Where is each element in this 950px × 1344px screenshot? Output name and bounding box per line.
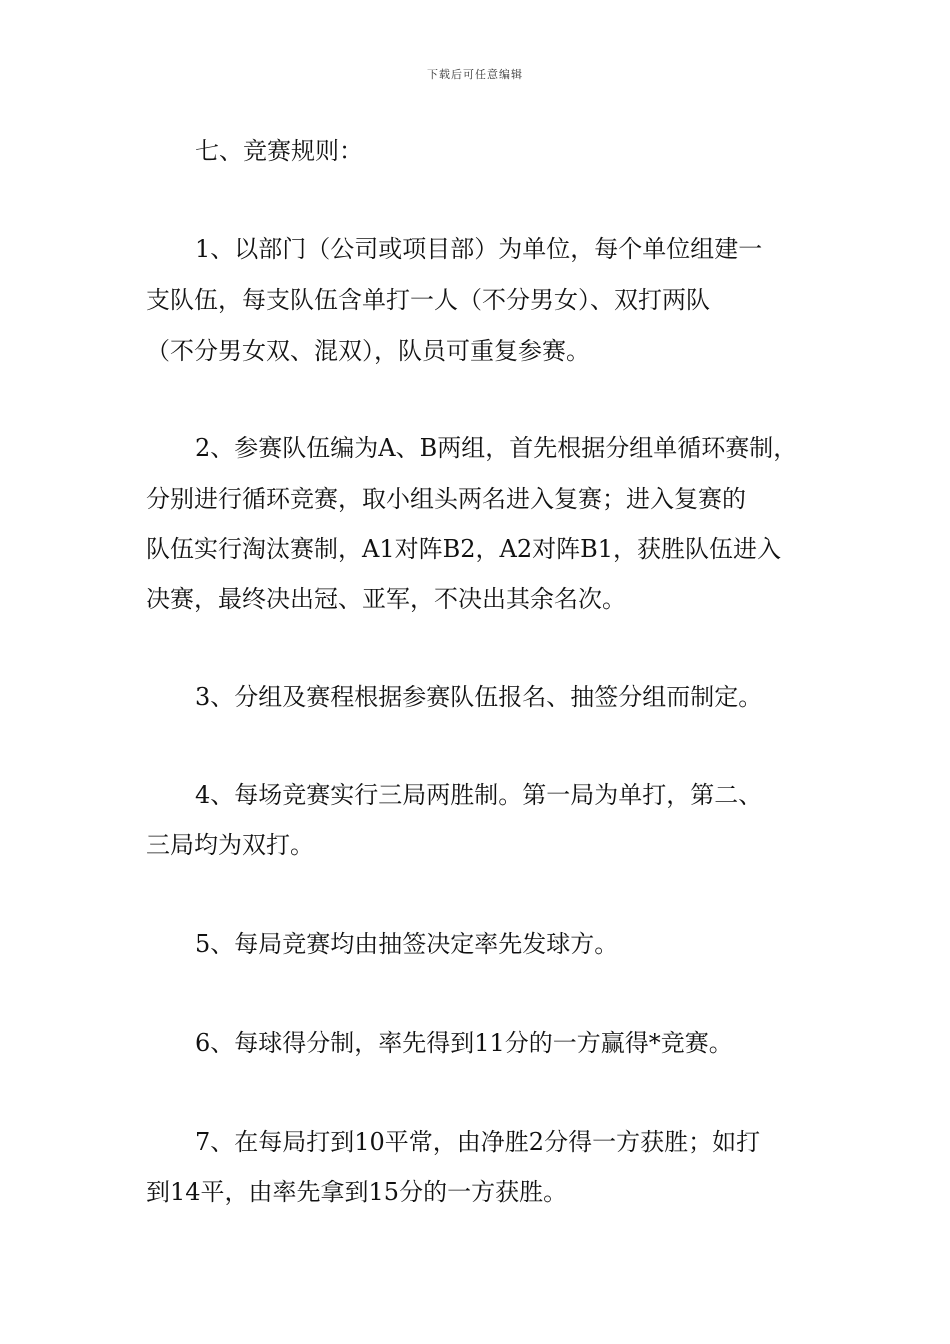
section-title: 七、竞赛规则：	[195, 137, 363, 165]
rule-5-line-1: 5、每局竞赛均由抽签决定率先发球方。	[195, 930, 619, 958]
rule-2-line-4: 决赛，最终决出冠、亚军，不决出其余名次。	[146, 585, 626, 613]
rule-2-line-2: 分别进行循环竞赛，取小组头两名进入复赛；进入复赛的	[146, 485, 746, 513]
page-header: 下载后可任意编辑	[427, 68, 523, 81]
rule-1-line-2: 支队伍，每支队伍含单打一人（不分男女）、双打两队	[146, 286, 710, 314]
rule-4-line-1: 4、每场竞赛实行三局两胜制。第一局为单打，第二、	[195, 781, 763, 809]
rule-2-line-1: 2、参赛队伍编为A、B两组，首先根据分组单循环赛制，	[195, 434, 798, 462]
rule-6-line-1: 6、每球得分制，率先得到11分的一方赢得*竞赛。	[195, 1029, 733, 1057]
rule-3-line-1: 3、分组及赛程根据参赛队伍报名、抽签分组而制定。	[195, 683, 763, 711]
rule-7-line-2: 到14平，由率先拿到15分的一方获胜。	[146, 1178, 568, 1206]
rule-1-line-3: （不分男女双、混双），队员可重复参赛。	[146, 337, 590, 365]
rule-2-line-3: 队伍实行淘汰赛制，A1对阵B2，A2对阵B1，获胜队伍进入	[146, 535, 782, 563]
rule-4-line-2: 三局均为双打。	[146, 831, 314, 859]
rule-1-line-1: 1、以部门（公司或项目部）为单位，每个单位组建一	[195, 235, 763, 263]
rule-7-line-1: 7、在每局打到10平常，由净胜2分得一方获胜；如打	[195, 1128, 761, 1156]
